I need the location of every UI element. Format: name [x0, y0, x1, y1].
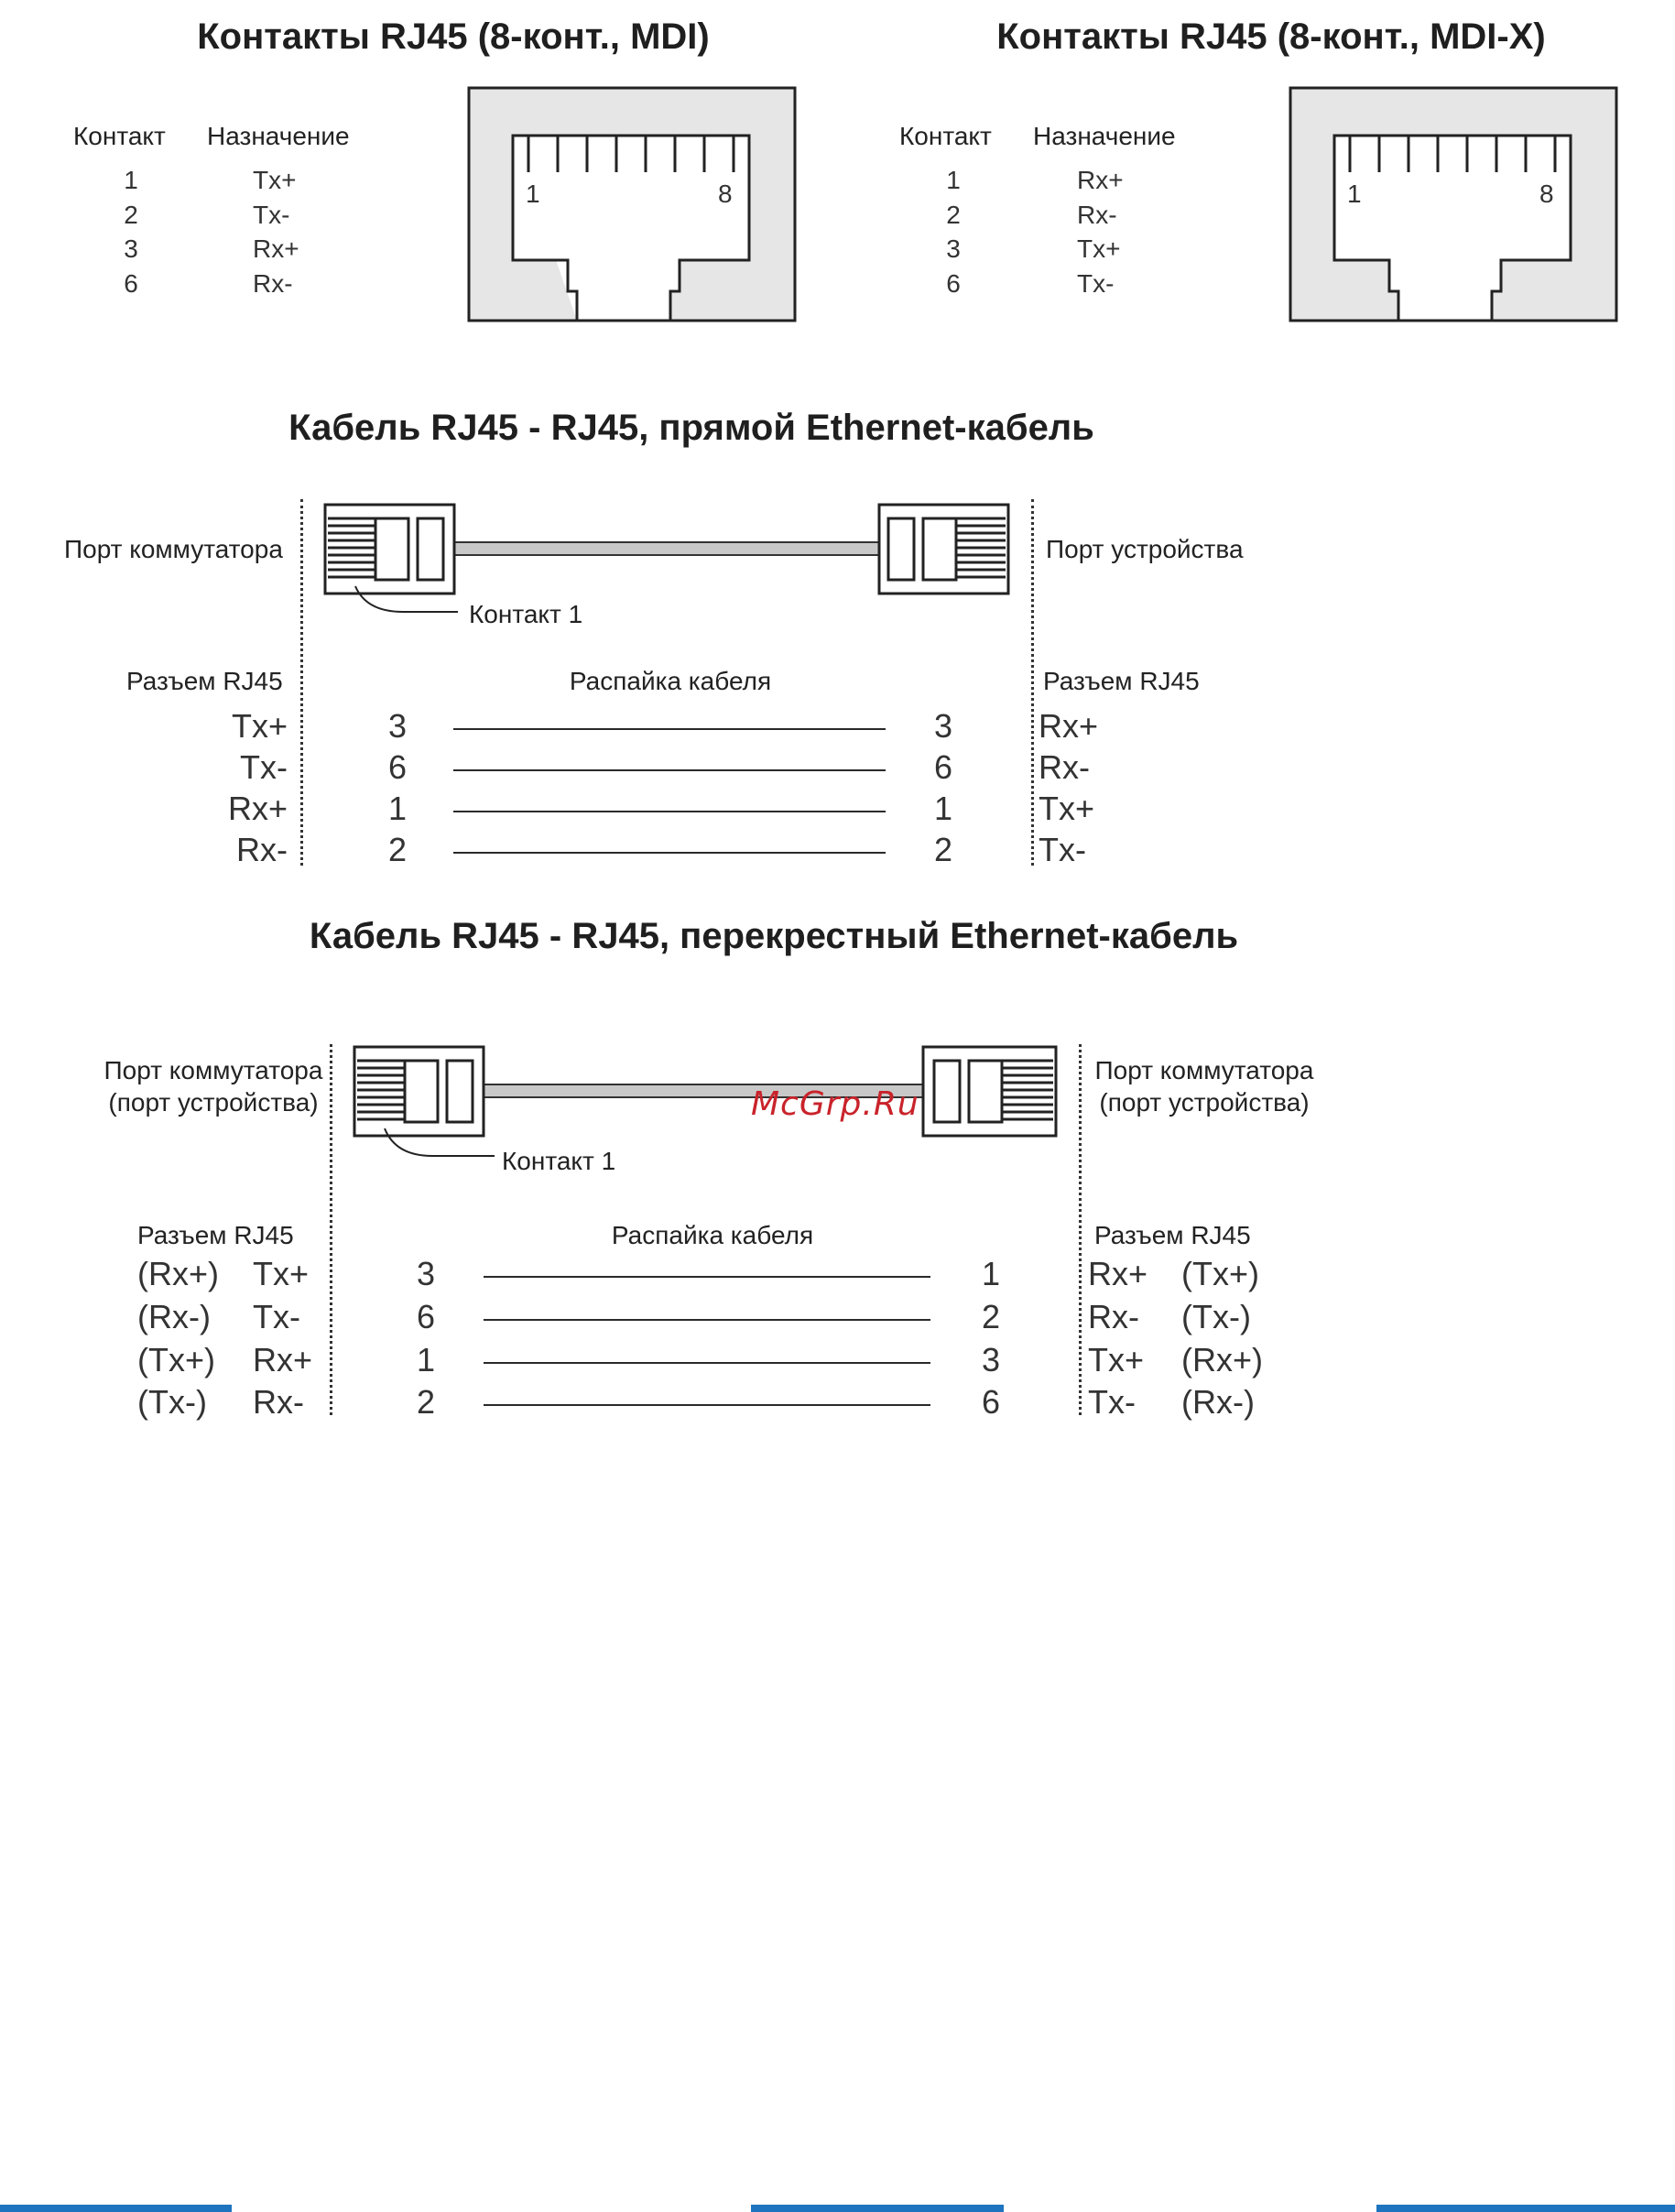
straight-left-signal: Tx+	[231, 707, 288, 745]
cross-left-pin: 1	[416, 1341, 436, 1378]
cross-cable-drawing	[354, 1047, 1056, 1156]
straight-left-port: Порт коммутатора	[64, 535, 283, 563]
cross-right-divider	[1079, 1044, 1082, 1415]
mdix-pin: 6	[946, 269, 961, 298]
cross-left-signal: Rx+	[253, 1341, 313, 1378]
straight-pin1-label: Контакт 1	[469, 600, 583, 628]
rj45-jack-mdi	[469, 88, 795, 321]
mdix-role: Tx+	[1077, 234, 1121, 263]
straight-right-signal: Rx-	[1039, 748, 1090, 786]
cross-left-pin: 6	[416, 1298, 436, 1335]
cross-left-divider	[330, 1044, 332, 1415]
cross-right-signal: Tx+	[1088, 1341, 1145, 1378]
mdix-col-role: Назначение	[1033, 122, 1176, 150]
cross-left-signal: Tx-	[253, 1298, 300, 1335]
cross-mid-header: Распайка кабеля	[611, 1221, 814, 1249]
cross-left-signal: Tx+	[253, 1255, 310, 1292]
mdix-jack-pin-last: 8	[1539, 180, 1554, 208]
watermark-text: McGrp.Ru	[751, 1085, 919, 1123]
mdix-role: Tx-	[1077, 269, 1115, 298]
straight-right-signal: Rx+	[1039, 707, 1099, 745]
cross-right-pin: 2	[981, 1298, 1001, 1335]
straight-mid-header: Распайка кабеля	[569, 667, 772, 695]
cross-right-pin: 6	[981, 1383, 1001, 1421]
mdi-pin: 3	[124, 234, 138, 263]
straight-right-port: Порт устройства	[1046, 535, 1244, 563]
straight-left-pin: 2	[387, 831, 408, 868]
cross-right-header: Разъем RJ45	[1094, 1221, 1251, 1249]
footer-bar-center	[751, 2205, 1004, 2212]
mdix-pin: 2	[946, 201, 961, 229]
cross-right-alt-signal: (Tx-)	[1181, 1298, 1251, 1335]
mdix-jack-pin-first: 1	[1347, 180, 1362, 208]
cross-title: Кабель RJ45 - RJ45, перекрестный Ethernet-кабель	[309, 916, 1239, 956]
straight-left-signal: Rx-	[236, 831, 288, 868]
mdi-role: Rx-	[253, 269, 293, 298]
cross-right-pin: 1	[981, 1255, 1001, 1292]
mdi-title: Контакты RJ45 (8-конт., MDI)	[197, 16, 710, 57]
straight-left-pin: 3	[387, 707, 408, 745]
mdi-pin: 6	[124, 269, 138, 298]
cross-left-port-sub: (порт устройства)	[108, 1088, 319, 1117]
mdi-jack-pin-first: 1	[526, 180, 540, 208]
straight-wire	[453, 769, 886, 771]
straight-right-signal: Tx-	[1039, 831, 1086, 868]
cross-wire	[484, 1362, 930, 1364]
cross-right-pin: 3	[981, 1341, 1001, 1378]
straight-right-header: Разъем RJ45	[1043, 667, 1200, 695]
straight-left-header: Разъем RJ45	[126, 667, 283, 695]
straight-right-pin: 3	[933, 707, 953, 745]
straight-wire	[453, 811, 886, 812]
mdix-pin: 3	[946, 234, 961, 263]
mdix-title: Контакты RJ45 (8-конт., MDI-X)	[996, 16, 1546, 57]
cross-left-pin: 3	[416, 1255, 436, 1292]
straight-left-divider	[300, 499, 303, 866]
cross-left-alt-signal: (Tx+)	[137, 1341, 215, 1378]
mdi-col-pin: Контакт	[73, 122, 166, 150]
straight-left-pin: 6	[387, 748, 408, 786]
straight-right-signal: Tx+	[1039, 790, 1095, 827]
mdix-pin: 1	[946, 166, 961, 194]
cross-wire	[484, 1319, 930, 1321]
cross-left-header: Разъем RJ45	[137, 1221, 294, 1249]
cross-right-alt-signal: (Rx+)	[1181, 1341, 1263, 1378]
straight-left-pin: 1	[387, 790, 408, 827]
mdix-role: Rx+	[1077, 166, 1124, 194]
cross-right-port-sub: (порт устройства)	[1099, 1088, 1310, 1117]
mdix-col-pin: Контакт	[899, 122, 992, 150]
footer-bar-left	[0, 2205, 232, 2212]
cross-left-pin: 2	[416, 1383, 436, 1421]
footer-bar-right	[1376, 2205, 1675, 2212]
cross-right-alt-signal: (Rx-)	[1181, 1383, 1255, 1421]
cross-left-alt-signal: (Rx-)	[137, 1298, 211, 1335]
straight-wire	[453, 728, 886, 730]
straight-cable-drawing	[325, 505, 1008, 612]
straight-right-pin: 6	[933, 748, 953, 786]
mdi-jack-pin-last: 8	[718, 180, 733, 208]
cross-left-alt-signal: (Rx+)	[137, 1255, 219, 1292]
cross-right-signal: Rx-	[1088, 1298, 1139, 1335]
cross-left-alt-signal: (Tx-)	[137, 1383, 207, 1421]
cross-right-port: Порт коммутатора	[1094, 1056, 1314, 1084]
mdi-col-role: Назначение	[207, 122, 350, 150]
cross-wire	[484, 1276, 930, 1278]
cross-left-signal: Rx-	[253, 1383, 304, 1421]
mdi-role: Tx-	[253, 201, 290, 229]
cross-wire	[484, 1404, 930, 1406]
mdi-pin: 2	[124, 201, 138, 229]
cross-right-signal: Rx+	[1088, 1255, 1148, 1292]
straight-right-divider	[1031, 499, 1034, 866]
cross-right-signal: Tx-	[1088, 1383, 1136, 1421]
mdi-pin: 1	[124, 166, 138, 194]
mdix-role: Rx-	[1077, 201, 1117, 229]
mdi-role: Tx+	[253, 166, 297, 194]
straight-title: Кабель RJ45 - RJ45, прямой Ethernet-кабель	[288, 408, 1094, 448]
cross-left-port: Порт коммутатора	[103, 1056, 323, 1084]
cross-right-alt-signal: (Tx+)	[1181, 1255, 1259, 1292]
straight-right-pin: 1	[933, 790, 953, 827]
straight-left-signal: Tx-	[240, 748, 288, 786]
mdi-role: Rx+	[253, 234, 299, 263]
rj45-jack-mdix	[1290, 88, 1616, 321]
straight-left-signal: Rx+	[227, 790, 288, 827]
straight-right-pin: 2	[933, 831, 953, 868]
straight-wire	[453, 852, 886, 854]
cross-pin1-label: Контакт 1	[502, 1147, 616, 1175]
